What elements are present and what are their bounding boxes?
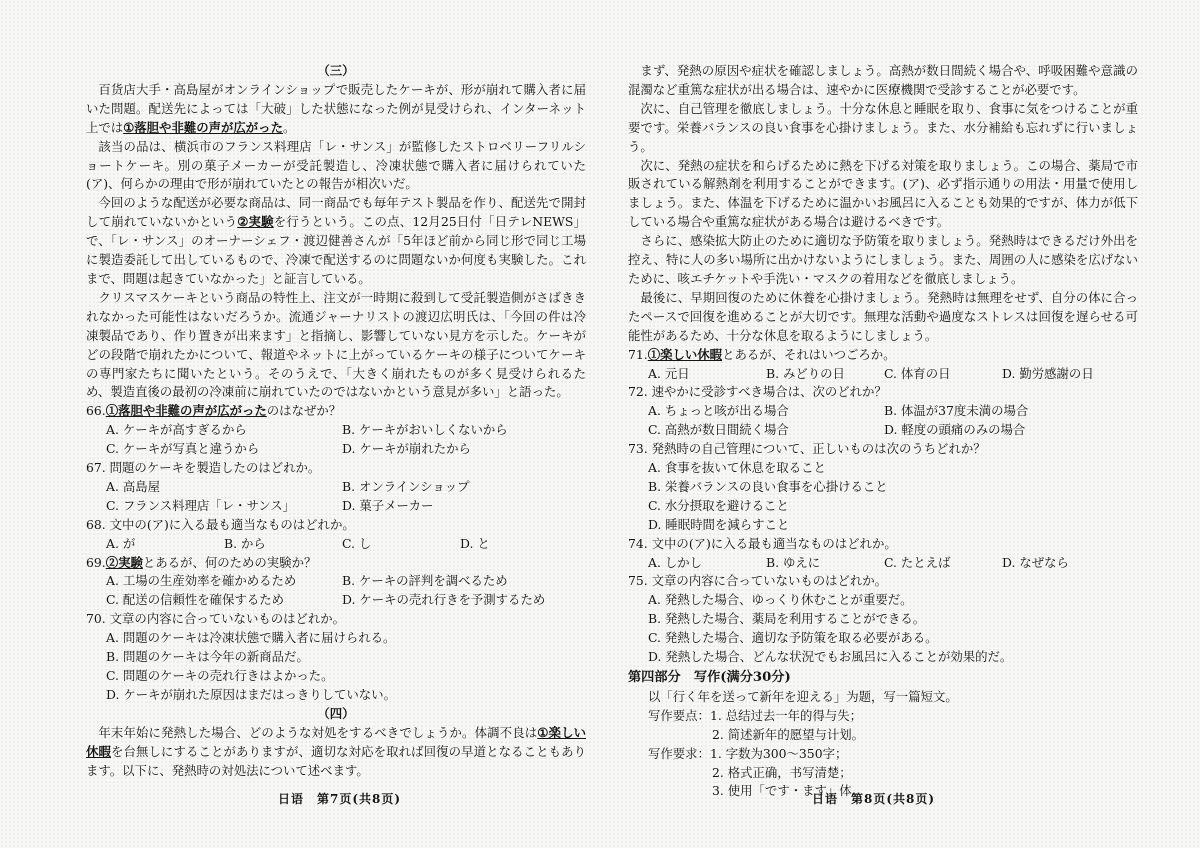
option[interactable]: C. 発熱した場合、適切な予防策を取る必要がある。	[648, 630, 938, 646]
passage4-paragraph-5: さらに、感染拡大防止のために適切な予防策を取りましょう。発熱時はできるだけ外出を控え、特に人の多い場所に出かけないようにしましょう。また、周囲の人に感染を広げないために、咳エチケットや手洗い・マスクの着用などを徹底しましょう。	[628, 233, 1138, 286]
option[interactable]: C. し	[342, 535, 372, 551]
question-68-options	[86, 535, 586, 554]
passage4-paragraph-2: まず、発熱の原因や症状を確認しましょう。高熱が数日間続く場合や、呼吸困難や意識の混濁など重篤な症状が出る場合は、速やかに医療機関で受診することが必要です。	[628, 63, 1138, 97]
option[interactable]: D. と	[460, 535, 490, 551]
question-74: 74. 文中の(ア)に入る最も適当なものはどれか。	[628, 535, 897, 551]
writing-requirements: 3. 使用「です・ます」体。	[712, 783, 865, 799]
writing-prompt: 以「行く年を送って新年を迎える」为题，写一篇短文。	[648, 688, 958, 704]
option[interactable]: D. 睡眠時間を減らすこと	[648, 516, 790, 532]
option[interactable]: C. 配送の信頼性を確保するため	[106, 592, 284, 608]
section-heading-3: （三）	[317, 63, 355, 78]
passage3-paragraph-3: 今回のような配送が必要な商品は、同一商品でも毎年テスト製品を作り、配送先で開封して崩れていないかという②実験を行うという。この点、12月25日付「日テレNEWS」で、「レ・サンス」のオーナーシェフ・渡辺健善さんが「5年ほど前から同じ形で同じ工場に製造委託して出しているもので、冷凍で配送するのに問題ないか何度も実験した。これまで、問題は起きていなかった」と証言している。	[86, 195, 586, 286]
question-72-options	[628, 402, 1138, 440]
option[interactable]: B. 栄養バランスの良い食事を心掛けること	[648, 478, 888, 494]
passage4-paragraph-4: 次に、発熱の症状を和らげるために熱を下げる対策を取りましょう。この場合、薬局で市販されている解熱剤を利用することができます。(ア)、必ず指示通りの用法・用量で使用しましょう。また、体温を下げるために温かいお風呂に入ることも効果的ですが、体力が低下している場合や重篤な症状がある場合は避けるべきです。	[628, 157, 1138, 230]
passage3-paragraph-1: 百货店大手・高島屋がオンラインショップで販売したケーキが、形が崩れて購入者に届いた問題。配送先によっては「大破」した状態になった例が見受けられ、インターネット上では①落胆や非難の声が広がった。	[86, 81, 586, 135]
question-75: 75. 文章の内容に合っていないものはどれか。	[628, 573, 888, 589]
option[interactable]: A. 元日	[648, 365, 690, 381]
question-71-options	[628, 365, 1138, 384]
option[interactable]: A. 高島屋	[106, 478, 160, 494]
option[interactable]: B. ケーキがおいしくないから	[342, 422, 508, 438]
option[interactable]: C. たとえば	[884, 554, 951, 570]
option[interactable]: A. 問題のケーキは冷凍状態で購入者に届けられる。	[106, 630, 396, 646]
writing-requirements: 2. 格式正确，书写清楚；	[712, 764, 852, 780]
option[interactable]: C. 水分摂取を避けること	[648, 497, 789, 513]
passage4-paragraph-6: 最後に、早期回復のために休養を心掛けましょう。発熱時は無理をせず、自分の体に合ったペースで回復を進めることが大切です。無理な活動や過度なストレスは回復を遅らせる可能性があるため、十分な休息を取るようにしましょう。	[628, 289, 1138, 343]
option[interactable]: C. 体育の日	[884, 365, 951, 381]
question-67: 67. 問題のケーキを製造したのはどれか。	[86, 460, 321, 476]
option[interactable]: A. が	[106, 535, 136, 551]
writing-points: 2. 简述新年的愿望与计划。	[712, 726, 865, 742]
writing-points: 写作要点：1. 总结过去一年的得与失；	[648, 707, 863, 723]
question-66: 66.①落胆や非難の声が広がったのはなぜか？	[86, 403, 342, 419]
question-71: 71.①楽しい休暇とあるが、それはいつごろか。	[628, 346, 896, 362]
section-heading-4: （四）	[317, 705, 355, 721]
option[interactable]: B. ゆえに	[766, 554, 821, 570]
page-footer-right: 日语 第8页(共8页)	[812, 792, 936, 806]
option[interactable]: A. 工場の生産効率を確かめるため	[106, 573, 297, 589]
question-69: 69.②実験とあるが、何のための実験か？	[86, 554, 317, 570]
question-66-options	[86, 421, 586, 459]
question-72: 72. 速やかに受診すべき場合は、次のどれか？	[628, 384, 887, 400]
option[interactable]: C. 高熱が数日間続く場合	[648, 422, 789, 438]
question-69-options	[86, 572, 586, 610]
option[interactable]: B. 発熱した場合、薬局を利用することができる。	[648, 611, 926, 627]
writing-requirements: 写作要求：1. 字数为300～350字；	[648, 745, 848, 761]
question-70: 70. 文章の内容に合っていないものはどれか。	[86, 611, 346, 627]
option[interactable]: A. 発熱した場合、ゆっくり休むことが重要だ。	[648, 592, 913, 608]
option[interactable]: B. ケーキの評判を調べるため	[342, 573, 508, 589]
option[interactable]: D. ケーキの売れ行きを予測するため	[342, 592, 546, 608]
option[interactable]: D. 勤労感謝の日	[1002, 365, 1094, 381]
passage4-paragraph-3: 次に、自己管理を徹底しましょう。十分な休息と睡眠を取り、食事に気をつけることが重要です。栄養バランスの良い食事を心掛けましょう。また、水分補給も忘れずに行いましょう。	[628, 100, 1138, 154]
option[interactable]: A. しかし	[648, 554, 702, 570]
question-73: 73. 発熱時の自己管理について、正しいものは次のうちどれか？	[628, 441, 986, 457]
page-footer-left: 日语 第7页(共8页)	[278, 792, 402, 806]
option[interactable]: B. オンラインショップ	[342, 478, 470, 494]
option[interactable]: D. 発熱した場合、どんな状況でもお風呂に入ることが効果的だ。	[648, 649, 1013, 665]
option[interactable]: A. 食事を抜いて休息を取ること	[648, 460, 826, 476]
passage3-paragraph-2: 該当の品は、横浜市のフランス料理店「レ・サンス」が監修したストロベリーフリルショートケーキ。別の菓子メーカーが受託製造し、冷凍状態で購入者に届けられていた(ア)、何らかの理由で形が崩れていたとの報告が相次いだ。	[86, 138, 586, 192]
option[interactable]: D. ケーキが崩れたから	[342, 441, 471, 457]
passage4-paragraph-1: 年末年始に発熱した場合、どのような対処をするべきでしょうか。体調不良は①楽しい休暇を台無しにすることがありますが、適切な対応を取れば回復の早道となることもあります。以下に、発熱時の対処法について述べます。	[86, 724, 587, 778]
option[interactable]: B. みどりの日	[766, 365, 845, 381]
question-68: 68. 文中の(ア)に入る最も適当なものはどれか。	[86, 516, 355, 532]
option[interactable]: B. から	[224, 535, 266, 551]
option[interactable]: D. ケーキが崩れた原因はまだはっきりしていない。	[106, 686, 396, 702]
question-67-options	[86, 478, 586, 516]
option[interactable]: B. 体温が37度未満の場合	[884, 403, 1029, 419]
right-column	[628, 62, 1138, 801]
passage3-paragraph-4: クリスマスケーキという商品の特性上、注文が一時期に殺到して受託製造側がさばききれなかった可能性はないだろうか。流通ジャーナリストの渡辺広明氏は、「今回の件は冷凍製品であり、作り置きが出来ます」と指摘し、影響していない見方を示した。ケーキがどの段階で崩れたかについて、報道やネットに上がっているケーキの様子についてケーキの専門家たちに聞いたという。そのうえで、「大きく崩れたものが多く見受けられるため、製造直後の最初の冷凍前に崩れていたのではないかという意見が多い」と語った。	[86, 289, 586, 400]
writing-section-title: 第四部分 写作(满分30分)	[628, 670, 791, 685]
option[interactable]: C. 問題のケーキの売れ行きはよかった。	[106, 668, 334, 683]
option[interactable]: A. ケーキが高すぎるから	[106, 422, 247, 438]
option[interactable]: D. なぜなら	[1002, 554, 1069, 570]
option[interactable]: A. ちょっと咳が出る場合	[648, 403, 789, 419]
option[interactable]: B. 問題のケーキは今年の新商品だ。	[106, 649, 309, 665]
option[interactable]: C. ケーキが写真と違うから	[106, 441, 260, 457]
option[interactable]: C. フランス料理店「レ・サンス」	[106, 497, 296, 513]
left-column	[86, 62, 586, 780]
option[interactable]: D. 軽度の頭痛のみの場合	[884, 422, 1026, 438]
option[interactable]: D. 菓子メーカー	[342, 497, 434, 513]
question-74-options	[628, 554, 1138, 573]
